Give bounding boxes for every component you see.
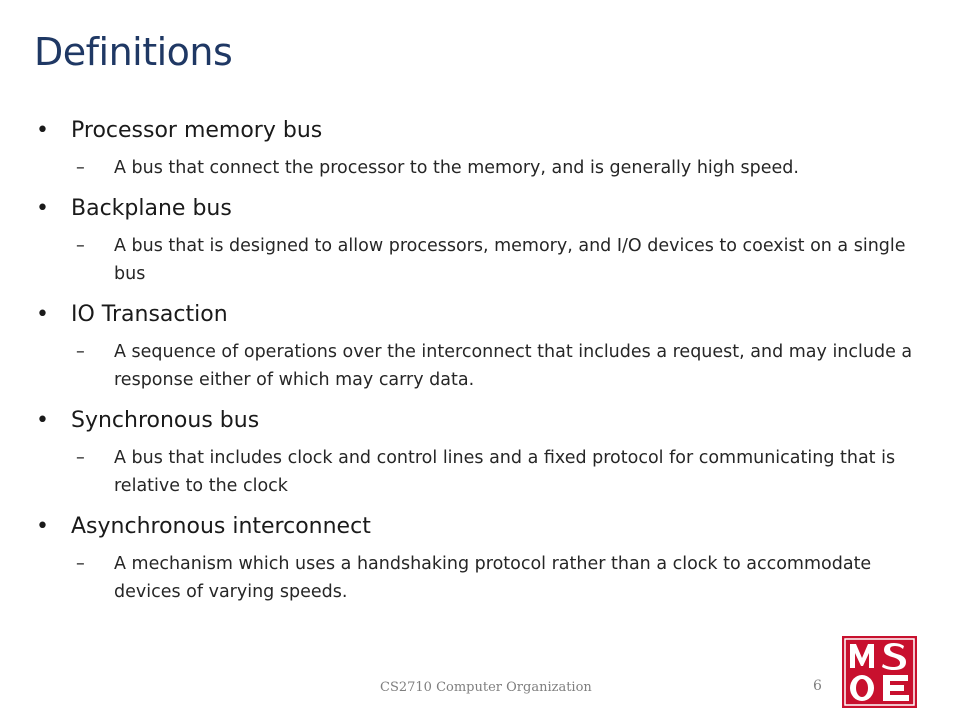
dash-icon: – <box>76 554 85 574</box>
slide-footer: CS2710 Computer Organization <box>380 680 592 695</box>
definition-item <box>36 444 916 500</box>
term-label: Processor memory bus <box>71 118 323 143</box>
bullet-item <box>36 406 916 436</box>
dash-icon: – <box>76 158 85 178</box>
definition-item <box>36 338 916 394</box>
bullet-icon: • <box>36 118 49 143</box>
definition-item <box>36 154 916 182</box>
bullet-item <box>36 300 916 330</box>
term-label: IO Transaction <box>71 302 228 327</box>
msoe-logo-icon <box>842 636 917 708</box>
slide-body <box>36 116 916 606</box>
term-label: Synchronous bus <box>71 408 260 433</box>
bullet-item <box>36 194 916 224</box>
bullet-icon: • <box>36 302 49 327</box>
definition-text: A mechanism which uses a handshaking protocol rather than a clock to accommodate devices of varying speeds. <box>114 554 872 602</box>
term-label: Backplane bus <box>71 196 232 221</box>
dash-icon: – <box>76 342 85 362</box>
definition-text: A bus that is designed to allow processors, memory, and I/O devices to coexist on a single bus <box>114 236 906 284</box>
dash-icon: – <box>76 236 85 256</box>
term-label: Asynchronous interconnect <box>71 514 371 539</box>
definition-text: A sequence of operations over the interconnect that includes a request, and may include a response either of which may carry data. <box>114 342 913 390</box>
definition-item <box>36 232 916 288</box>
page-number: 6 <box>813 678 822 694</box>
dash-icon: – <box>76 448 85 468</box>
bullet-item <box>36 116 916 146</box>
bullet-icon: • <box>36 514 49 539</box>
definition-item <box>36 550 916 606</box>
definition-text: A bus that connect the processor to the memory, and is generally high speed. <box>114 158 799 178</box>
bullet-icon: • <box>36 196 49 221</box>
definition-text: A bus that includes clock and control lines and a fixed protocol for communicating that is relative to the clock <box>114 448 896 496</box>
bullet-item <box>36 512 916 542</box>
bullet-icon: • <box>36 408 49 433</box>
slide-title: Definitions <box>34 30 233 74</box>
